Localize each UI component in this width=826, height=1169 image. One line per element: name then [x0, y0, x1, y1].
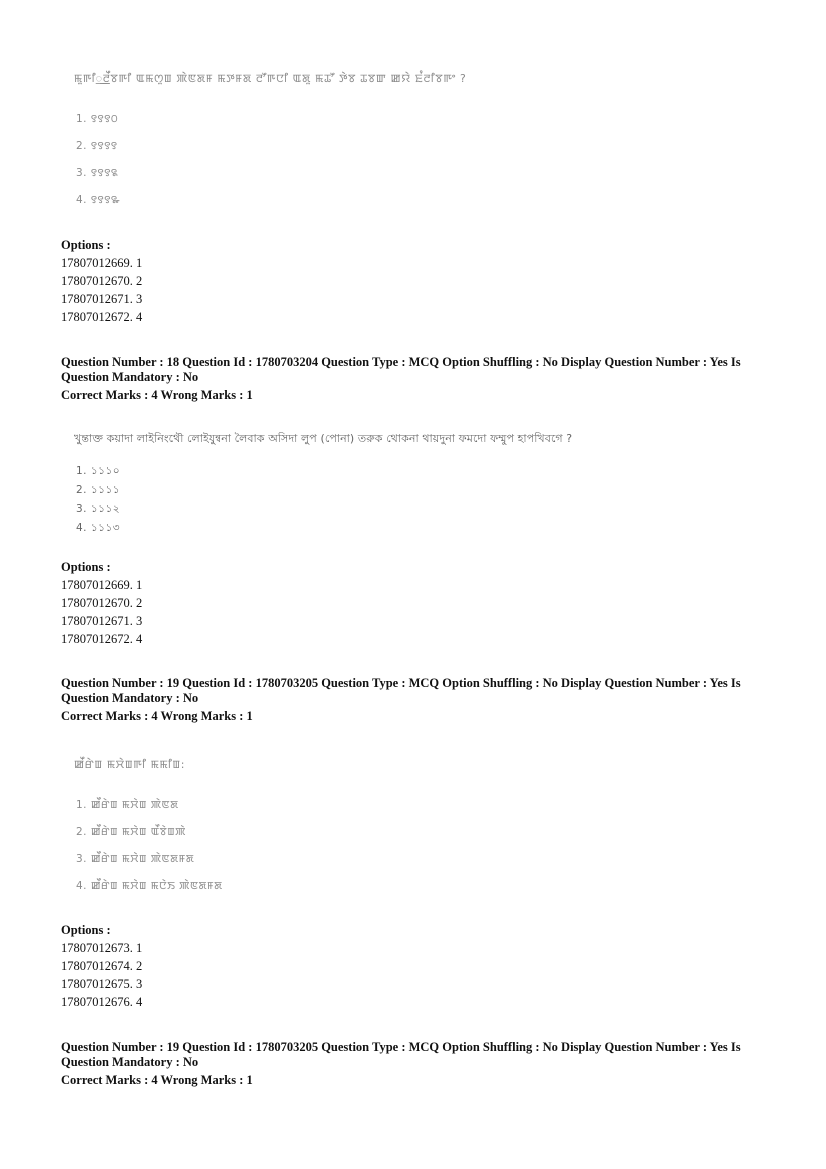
question-image-3	[74, 756, 714, 896]
options-label: Options :	[61, 238, 111, 252]
question-marks: Correct Marks : 4 Wrong Marks : 1	[61, 1073, 253, 1087]
option-id: 17807012670. 2	[61, 274, 143, 288]
question-text: ꯃꯨꯒꯤ꯭ꯂꯩꯕꯒꯤ ꯑꯃꯁꯨꯡ ꯄꯥꯟꯗꯝ ꯃꯇꯝꯗ ꯂꯧꯒꯅꯤ ꯑꯗꯨ ꯃꯊꯧ ꯇꯥꯕ ꯊꯕꯛ ꯀꯌꯥ ꯐꯪꯂꯤꯕꯒꯦ ?	[74, 72, 467, 85]
options-label: Options :	[61, 560, 111, 574]
question-meta	[61, 355, 761, 403]
option-id: 17807012672. 4	[61, 632, 143, 646]
option-id: 17807012669. 1	[61, 578, 143, 592]
option-id: 17807012671. 3	[61, 614, 143, 628]
option-id: 17807012672. 4	[61, 310, 143, 324]
question-meta-line: Question Mandatory : No	[61, 1055, 199, 1069]
option-id: 17807012675. 3	[61, 977, 143, 991]
question-meta	[61, 676, 761, 724]
image-option: 3. ꯀꯩꯔꯥꯡ ꯃꯆꯥꯡ ꯄꯥꯟꯗꯝꯗ	[76, 853, 195, 865]
option-id: 17807012671. 3	[61, 292, 143, 306]
question-marks: Correct Marks : 4 Wrong Marks : 1	[61, 709, 253, 723]
option-id: 17807012676. 4	[61, 995, 143, 1009]
image-option: 4. ১১১৩	[76, 522, 121, 534]
option-id: 17807012670. 2	[61, 596, 143, 610]
question-text: ꯀꯩꯔꯥꯡ ꯃꯆꯥꯡꯒꯤ ꯃꯃꯤꯡ:	[74, 758, 186, 771]
image-option: 2. ꯀꯩꯔꯥꯡ ꯃꯆꯥꯡ ꯑꯩꯕꯥꯡꯄꯥ	[76, 826, 186, 838]
question-meta-line: Question Number : 18 Question Id : 1780703204 Question Type : MCQ Option Shuffling : No Display Question Number : Yes Is	[61, 355, 741, 369]
image-option: 4. ꯀꯩꯔꯥꯡ ꯃꯆꯥꯡ ꯃꯅꯥꯏ ꯄꯥꯟꯗꯝꯗ	[76, 880, 223, 892]
question-meta	[61, 1040, 761, 1088]
image-option: 1. ১১১০	[76, 465, 121, 477]
question-meta-line: Question Mandatory : No	[61, 370, 199, 384]
image-option: 2. ꯱꯱꯱꯱	[76, 140, 118, 152]
image-option: 3. ꯱꯱꯱꯲	[76, 167, 119, 179]
question-marks: Correct Marks : 4 Wrong Marks : 1	[61, 388, 253, 402]
question-text: খুন্তাক্ত কয়াদা লাইনিংথৌ লোইযুন্বনা লৈবাক অসিদা লুপ (পোনা) তরুক থোকনা থায়দুনা ফমদো ফম্মুপ হাপখিবগে ?	[74, 432, 573, 445]
image-option: 2. ১১১১	[76, 484, 121, 496]
option-id: 17807012674. 2	[61, 959, 143, 973]
question-image-1	[74, 70, 714, 210]
option-id: 17807012673. 1	[61, 941, 143, 955]
question-meta-line: Question Number : 19 Question Id : 1780703205 Question Type : MCQ Option Shuffling : No Display Question Number : Yes Is	[61, 676, 741, 690]
option-id: 17807012669. 1	[61, 256, 143, 270]
question-meta-line: Question Number : 19 Question Id : 1780703205 Question Type : MCQ Option Shuffling : No Display Question Number : Yes Is	[61, 1040, 741, 1054]
options-label: Options :	[61, 923, 111, 937]
question-image-2	[74, 430, 714, 540]
image-option: 4. ꯱꯱꯱꯳	[76, 194, 121, 206]
image-option: 1. ꯱꯱꯱꯰	[76, 113, 119, 125]
image-option: 1. ꯀꯩꯔꯥꯡ ꯃꯆꯥꯡ ꯄꯥꯟꯗ	[76, 799, 179, 811]
question-meta-line: Question Mandatory : No	[61, 691, 199, 705]
image-option: 3. ১১১২	[76, 503, 121, 515]
